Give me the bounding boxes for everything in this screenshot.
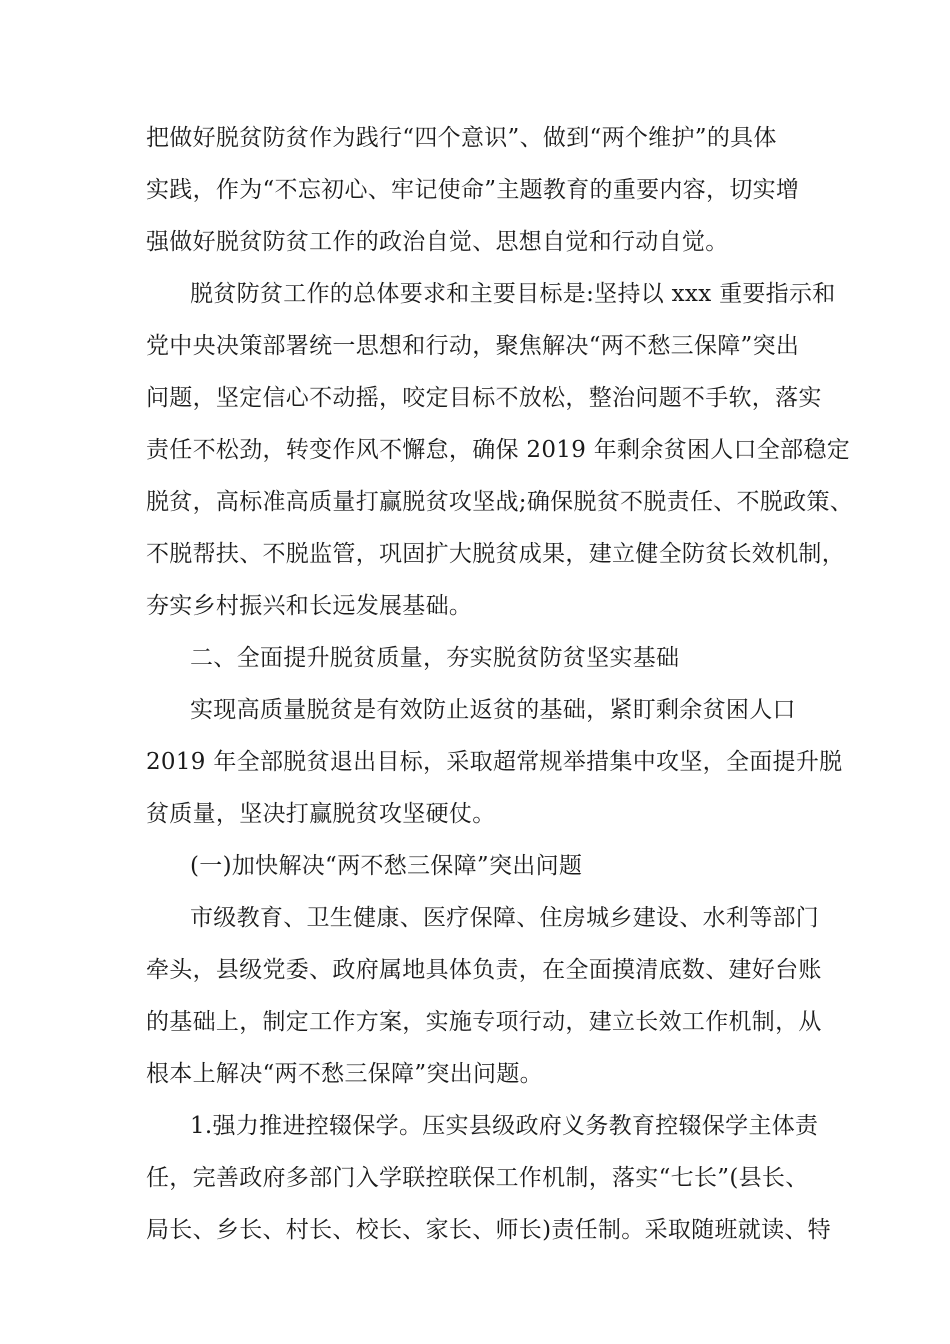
text-line: 脱贫防贫工作的总体要求和主要目标是:坚持以 xxx 重要指示和 [190, 281, 836, 307]
text-line: 夯实乡村振兴和长远发展基础。 [146, 593, 473, 619]
text-line: 不脱帮扶、不脱监管，巩固扩大脱贫成果，建立健全防贫长效机制， [146, 541, 845, 567]
text-line: 把做好脱贫防贫作为践行“四个意识”、做到“两个维护”的具体 [146, 125, 777, 151]
text-line: 根本上解决“两不愁三保障”突出问题。 [146, 1061, 543, 1087]
text-line: 2019 年全部脱贫退出目标，采取超常规举措集中攻坚，全面提升脱 [146, 749, 843, 775]
text-line: 牵头，县级党委、政府属地具体负责，在全面摸清底数、建好台账 [146, 957, 822, 983]
text-line: 实现高质量脱贫是有效防止返贫的基础，紧盯剩余贫困人口 [190, 697, 796, 723]
text-line: 责任不松劲，转变作风不懈怠，确保 2019 年剩余贫困人口全部稳定 [146, 437, 851, 463]
text-line: 贫质量，坚决打赢脱贫攻坚硬仗。 [146, 801, 496, 827]
text-line: 实践，作为“不忘初心、牢记使命”主题教育的重要内容，切实增 [146, 177, 800, 203]
text-line: 脱贫，高标准高质量打赢脱贫攻坚战;确保脱贫不脱责任、不脱政策、 [146, 489, 854, 515]
text-line: 的基础上，制定工作方案，实施专项行动，建立长效工作机制，从 [146, 1009, 822, 1035]
text-line: 党中央决策部署统一思想和行动，聚焦解决“两不愁三保障”突出 [146, 333, 800, 359]
text-line: 强做好脱贫防贫工作的政治自觉、思想自觉和行动自觉。 [146, 229, 729, 255]
text-line: 市级教育、卫生健康、医疗保障、住房城乡建设、水利等部门 [190, 905, 820, 931]
text-line: 任，完善政府多部门入学联控联保工作机制，落实“七长”(县长、 [146, 1165, 809, 1191]
section-heading: 二、全面提升脱贫质量，夯实脱贫防贫坚实基础 [190, 645, 680, 671]
text-line: 1.强力推进控辍保学。压实县级政府义务教育控辍保学主体责 [190, 1113, 819, 1139]
text-line: 局长、乡长、村长、校长、家长、师长)责任制。采取随班就读、特 [146, 1217, 831, 1243]
subsection-heading: (一)加快解决“两不愁三保障”突出问题 [190, 853, 583, 879]
text-line: 问题，坚定信心不动摇，咬定目标不放松，整治问题不手软，落实 [146, 385, 822, 411]
